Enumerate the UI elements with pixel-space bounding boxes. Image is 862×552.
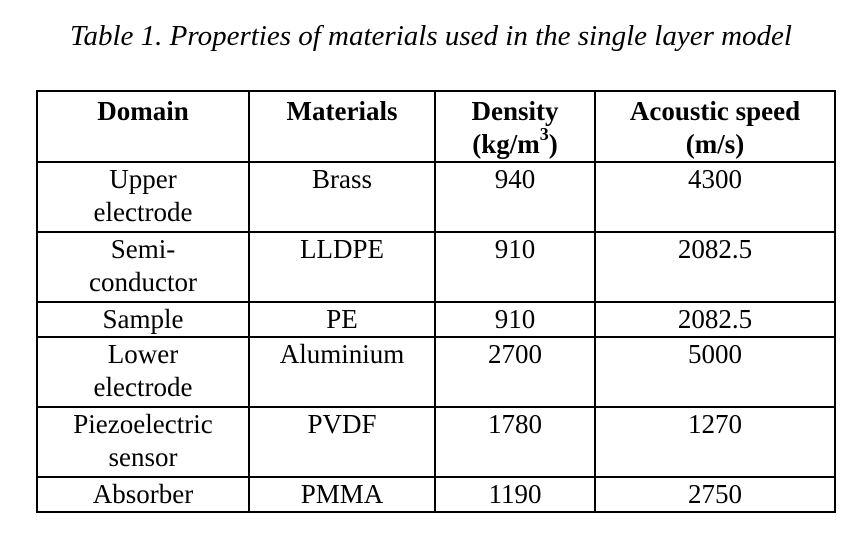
table-row-sample — [37, 302, 835, 337]
cell-acoustic-speed: 4300 — [595, 162, 835, 232]
cell-acoustic-speed: 1270 — [595, 407, 835, 477]
cell-acoustic-speed: 5000 — [595, 337, 835, 407]
cell-acoustic-speed: 2750 — [595, 477, 835, 512]
cell-material: Brass — [249, 162, 435, 232]
table-row-lower-electrode — [37, 337, 835, 407]
cell-material: Aluminium — [249, 337, 435, 407]
cell-acoustic-speed: 2082.5 — [595, 232, 835, 302]
cell-domain: Piezoelectric sensor — [37, 407, 249, 477]
cell-density: 910 — [435, 232, 595, 302]
cell-density: 1780 — [435, 407, 595, 477]
header-domain: Domain — [37, 91, 249, 162]
header-density-label: Density — [471, 96, 559, 126]
cell-density: 2700 — [435, 337, 595, 407]
header-density — [435, 91, 595, 162]
table-row-absorber — [37, 477, 835, 512]
header-materials: Materials — [249, 91, 435, 162]
cell-domain: Lower electrode — [37, 337, 249, 407]
cell-acoustic-speed: 2082.5 — [595, 302, 835, 337]
header-acoustic-speed — [595, 91, 835, 162]
cell-density: 1190 — [435, 477, 595, 512]
cell-domain: Sample — [37, 302, 249, 337]
header-speed-unit: (m/s) — [685, 129, 745, 159]
materials-table — [36, 90, 836, 513]
header-speed-label: Acoustic speed — [629, 96, 801, 126]
table-caption: Table 1. Properties of materials used in the single layer model — [70, 20, 792, 52]
cell-material: PE — [249, 302, 435, 337]
header-row — [37, 91, 835, 162]
cell-domain: Semi- conductor — [37, 232, 249, 302]
cell-density: 910 — [435, 302, 595, 337]
table-row-semiconductor — [37, 232, 835, 302]
cell-material: PMMA — [249, 477, 435, 512]
table-row-upper-electrode — [37, 162, 835, 232]
cell-material: LLDPE — [249, 232, 435, 302]
cell-domain: Absorber — [37, 477, 249, 512]
header-density-unit: $(kg/m^3)$ — [472, 124, 558, 159]
cell-material: PVDF — [249, 407, 435, 477]
cell-domain: Upper electrode — [37, 162, 249, 232]
table-row-piezoelectric-sensor — [37, 407, 835, 477]
cell-density: 940 — [435, 162, 595, 232]
